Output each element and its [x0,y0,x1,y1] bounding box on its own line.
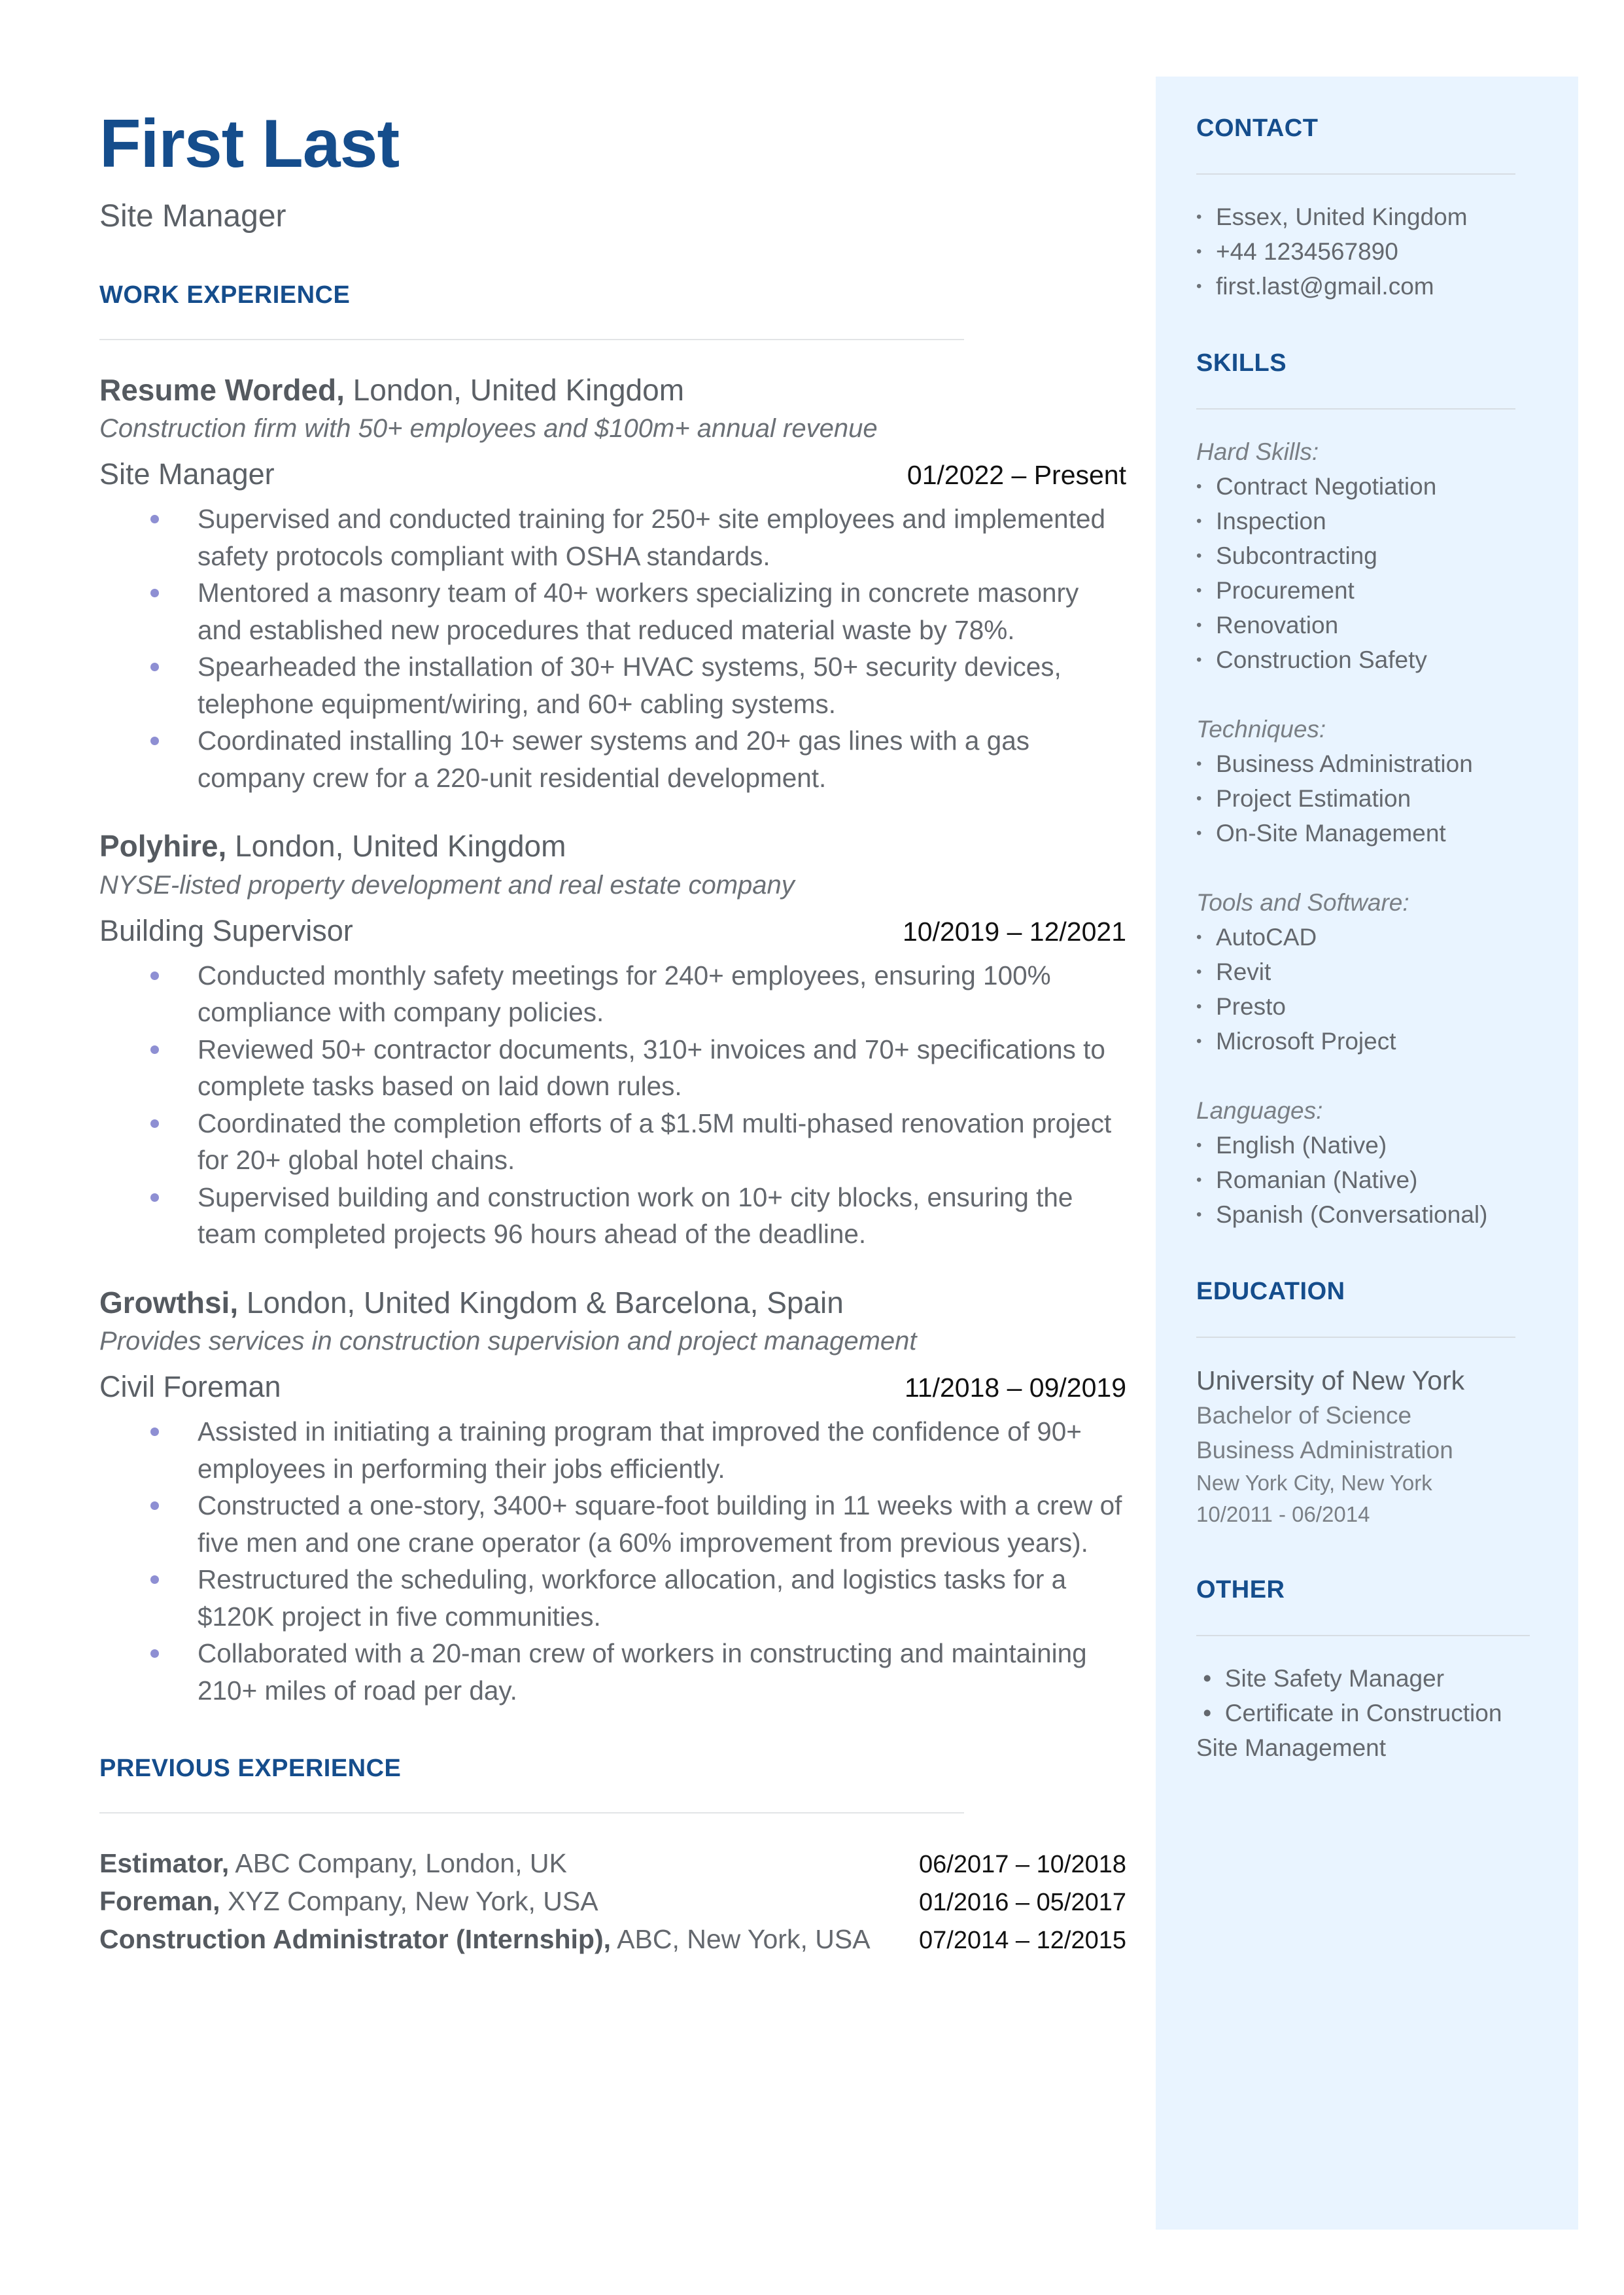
education-field: Business Administration [1196,1437,1453,1463]
section-divider [99,1812,964,1813]
other-heading: OTHER [1196,1576,1285,1603]
skill-item: • Revit [1196,955,1523,989]
other-item: • Certificate in Construction Site Management [1196,1700,1502,1761]
contact-heading: CONTACT [1196,114,1319,142]
candidate-title: Site Manager [99,199,286,234]
education-heading: EDUCATION [1196,1278,1345,1305]
skills-heading: SKILLS [1196,349,1287,377]
list-item: Collaborated with a 20-man crew of workers in constructing and maintaining 210+ miles of road per day. [99,1635,1126,1709]
job-company: Growthsi, London, United Kingdom & Barcelona, Spain [99,1285,844,1320]
skill-group-label: Hard Skills: [1196,438,1319,465]
section-divider [1196,1635,1530,1636]
job-dates: 01/2022 – Present [907,460,1126,491]
job-company-description: Construction firm with 50+ employees and $100m+ annual revenue [99,414,878,444]
previous-job-dates: 06/2017 – 10/2018 [919,1851,1126,1879]
skill-item: • AutoCAD [1196,920,1523,955]
list-item: Spearheaded the installation of 30+ HVAC systems, 50+ security devices, telephone equipment/wiring, and 60+ cabling systems. [99,648,1126,722]
contact-list [1196,200,1523,304]
job-company: Resume Worded, London, United Kingdom [99,372,685,407]
previous-job-dates: 07/2014 – 12/2015 [919,1927,1126,1955]
skill-item: • Spanish (Conversational) [1196,1197,1523,1232]
skill-item: • Romanian (Native) [1196,1163,1523,1197]
list-item: Mentored a masonry team of 40+ workers specializing in concrete masonry and established new procedures that reduced material waste by 78%. [99,574,1126,648]
education-location: New York City, New York [1196,1471,1432,1495]
section-divider [1196,1337,1515,1338]
previous-experience-section [99,1756,1126,1959]
skill-item: • Subcontracting [1196,538,1523,573]
list-item: Coordinated installing 10+ sewer systems and 20+ gas lines with a gas company crew for a 220-unit residential development. [99,722,1126,796]
section-divider [1196,408,1515,410]
skill-item: • English (Native) [1196,1128,1523,1163]
job-entry [99,372,1126,797]
skill-item: • Project Estimation [1196,781,1523,816]
previous-job-row: Foreman, XYZ Company, New York, USA 01/2016 – 05/2017 [99,1883,1126,1921]
previous-experience-heading: PREVIOUS EXPERIENCE [99,1755,402,1783]
contact-phone: • +44 1234567890 [1196,234,1523,269]
skill-item: • Construction Safety [1196,642,1523,677]
previous-job-dates: 01/2016 – 05/2017 [919,1889,1126,1917]
other-list [1196,1661,1523,1765]
section-divider [1196,173,1515,175]
job-role: Building Supervisor [99,913,353,947]
work-experience-heading: WORK EXPERIENCE [99,281,351,309]
previous-job-row: Construction Administrator (Internship), ABC, New York, USA 07/2014 – 12/2015 [99,1921,1126,1959]
job-company: Polyhire, London, United Kingdom [99,829,566,864]
list-item: Conducted monthly safety meetings for 240+ employees, ensuring 100% compliance with company policies. [99,957,1126,1031]
main-column [99,106,1126,1959]
skill-item: • Microsoft Project [1196,1024,1523,1059]
list-item: Reviewed 50+ contractor documents, 310+ invoices and 70+ specifications to complete tasks based on laid down rules. [99,1031,1126,1105]
job-company-description: NYSE-listed property development and real estate company [99,870,795,900]
contact-location: • Essex, United Kingdom [1196,200,1523,234]
job-role: Site Manager [99,457,275,491]
skill-group-label: Tools and Software: [1196,889,1409,916]
list-item: Constructed a one-story, 3400+ square-foot building in 11 weeks with a crew of five men and one crane operator (a 60% improvement from previous years). [99,1487,1126,1561]
skill-item: • Presto [1196,989,1523,1024]
job-dates: 10/2019 – 12/2021 [903,916,1126,947]
education-entry [1196,1363,1523,1530]
skills-list [1196,434,1523,1232]
candidate-name: First Last [99,106,400,182]
previous-job-row: Estimator, ABC Company, London, UK 06/2017 – 10/2018 [99,1845,1126,1883]
list-item: Assisted in initiating a training program that improved the confidence of 90+ employees in performing their jobs efficiently. [99,1413,1126,1487]
job-role: Civil Foreman [99,1370,281,1404]
skill-item: • Inspection [1196,504,1523,538]
sidebar [1156,77,1578,2230]
skill-item: • Business Administration [1196,746,1523,781]
job-entry [99,828,1126,1253]
work-experience-section [99,283,1126,1709]
skill-item: • Renovation [1196,608,1523,642]
section-divider [99,339,964,340]
list-item: Coordinated the completion efforts of a $1.5M multi-phased renovation project for 20+ global hotel chains. [99,1105,1126,1179]
job-dates: 11/2018 – 09/2019 [905,1373,1126,1403]
skill-item: • Procurement [1196,573,1523,608]
education-degree: Bachelor of Science [1196,1402,1412,1429]
other-item: • Site Safety Manager [1196,1665,1445,1692]
job-company-description: Provides services in construction supervision and project management [99,1327,917,1356]
education-dates: 10/2011 - 06/2014 [1196,1502,1370,1526]
skill-item: • On-Site Management [1196,816,1523,850]
list-item: Restructured the scheduling, workforce allocation, and logistics tasks for a $120K project in five communities. [99,1561,1126,1635]
job-entry [99,1284,1126,1709]
skill-item: • Contract Negotiation [1196,469,1523,504]
contact-email[interactable]: • first.last@gmail.com [1196,269,1523,304]
education-school: University of New York [1196,1365,1465,1395]
list-item: Supervised building and construction work on 10+ city blocks, ensuring the team completed projects 96 hours ahead of the deadline. [99,1179,1126,1253]
skill-group-label: Techniques: [1196,716,1326,743]
list-item: Supervised and conducted training for 250+ site employees and implemented safety protocols compliant with OSHA standards. [99,500,1126,574]
skill-group-label: Languages: [1196,1097,1323,1124]
